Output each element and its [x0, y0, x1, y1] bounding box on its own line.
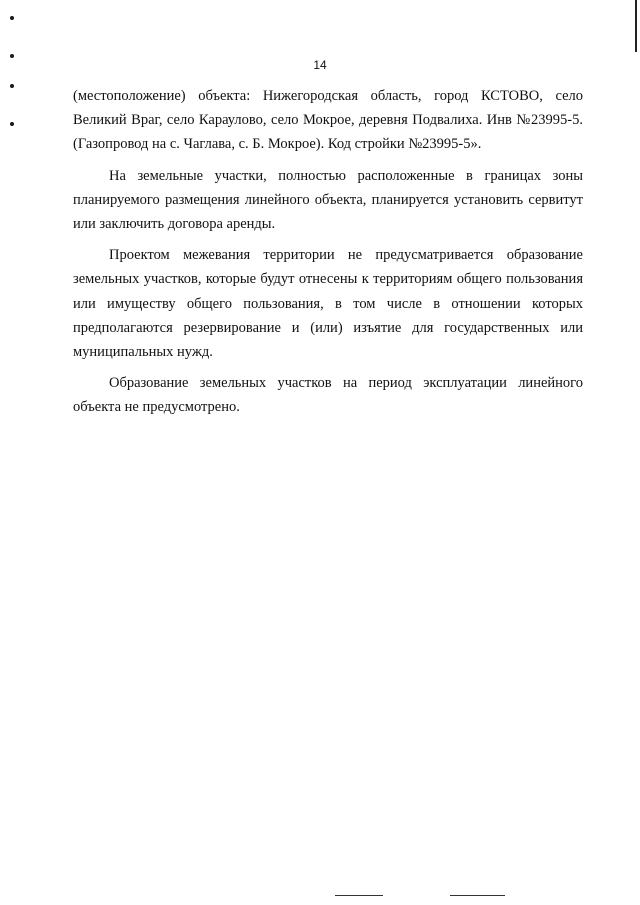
- bottom-rule: [335, 895, 383, 896]
- scan-dot: [10, 122, 14, 126]
- paragraph-location: (местоположение) объекта: Нижегородская область, город КСТОВО, село Великий Враг, село Караулово, село Мокрое, деревня Подвалиха. Инв №23995-5. (Газопровод на с. Чаглава, с. Б. Мокрое). Код стройки №23995-5».: [73, 88, 583, 153]
- page-number: 14: [313, 58, 327, 72]
- paragraph-land-formation: Проектом межевания территории не предусматривается образование земельных участков, которые будут отнесены к территориям общего пользования или имуществу общего пользования, в том числе в отношении которых предполагаются резервирование и (или) изъятие для государственных или муниципальных нужд.: [73, 247, 583, 361]
- bottom-rule: [450, 895, 505, 896]
- scan-dot: [10, 16, 14, 20]
- scan-dot: [10, 84, 14, 88]
- paragraph-servitude: На земельные участки, полностью расположенные в границах зоны планируемого размещения линейного объекта, планируется установить сервитут или заключить договора аренды.: [73, 167, 583, 233]
- paragraph-operation-period: Образование земельных участков на период эксплуатации линейного объекта не предусмотрено.: [73, 375, 583, 416]
- document-body: [73, 84, 583, 427]
- scan-edge-line: [635, 0, 637, 52]
